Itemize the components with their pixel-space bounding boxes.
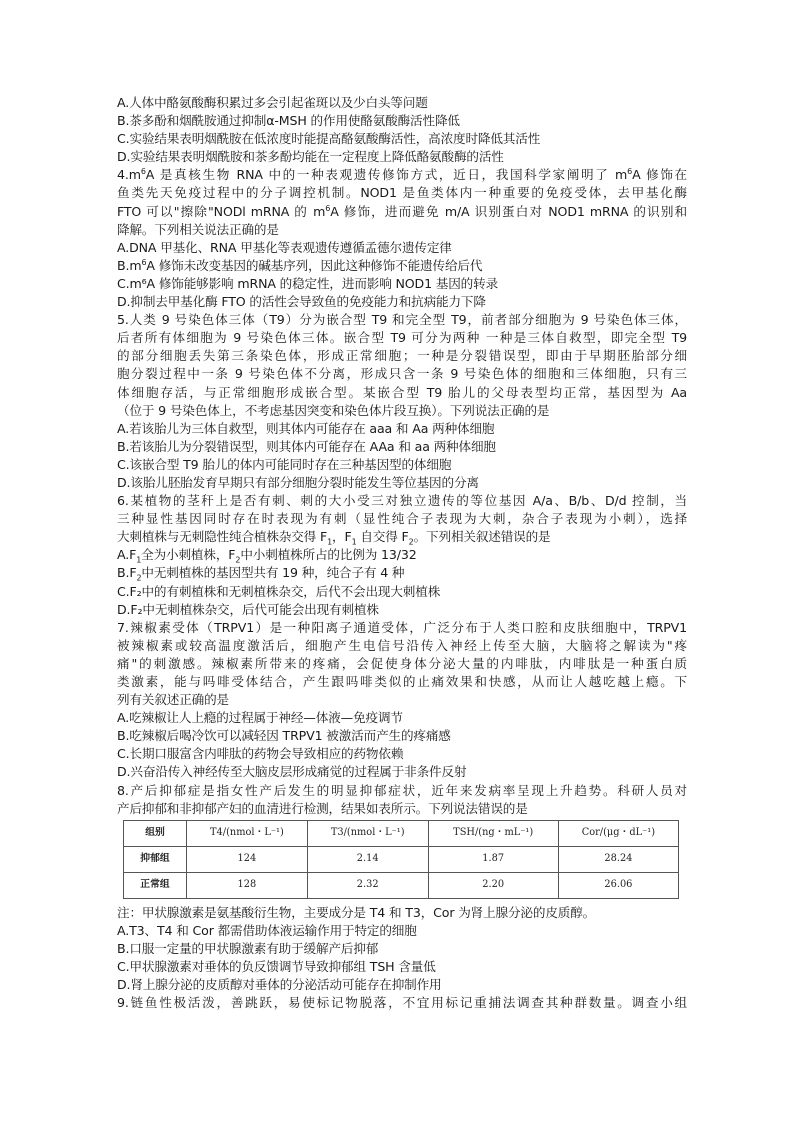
question-5-stem: 5.人类 9 号染色体三体（T9）分为嵌合型 T9 和完全型 T9，前者部分细胞为 9 号染色体三体， [117, 312, 687, 328]
option-line: D.抑制去甲基化酶 FTO 的活性会导致鱼的免疫能力和抗病能力下降 [117, 294, 486, 310]
table-cell: 2.14 [307, 846, 428, 872]
table-cell: 124 [187, 846, 308, 872]
text-line: 三种显性基因同时存在时表现为有刺（显性纯合子表现为大刺，杂合子表现为小刺），选择 [117, 511, 687, 527]
text-line: 降解。下列相关说法正确的是 [117, 221, 279, 237]
option-line: $B.m^6A$ 修饰未改变基因的碱基序列，因此这种修饰不能遗传给后代 [117, 257, 483, 273]
option-line: $A.F_1$全为小刺植株，$F_2$中小刺植株所占的比例为 13/32 [117, 547, 417, 565]
text-line: 胞分裂过程中一条 9 号染色体不分离，形成只含一条 9 号染色体的细胞和三体细胞，只有三 [117, 366, 687, 382]
table-cell: 2.20 [428, 872, 558, 898]
table-header-cell: T4/(nmol・L⁻¹) [187, 820, 308, 846]
question-6-stem: 6.某植物的茎秆上是否有刺、刺的大小受三对独立遗传的等位基因 A/a、B/b、D/d 控制，当 [117, 493, 687, 509]
table-row [124, 846, 679, 872]
option-line: C.长期口服富含内啡肽的药物会导致相应的药物依赖 [117, 746, 404, 762]
table-cell: 128 [187, 872, 308, 898]
question-9-stem: 9.链鱼性极活泼，善跳跃，易使标记物脱落，不宜用标记重捕法调查其种群数量。调查小组 [117, 995, 687, 1011]
text-line: 的部分细胞丢失第三条染色体，形成正常细胞；一种是分裂错误型，即由于早期胚胎部分细 [117, 348, 687, 364]
exam-page [117, 94, 687, 1012]
option-line: $B.F_2$中无刺植株的基因型共有 19 种，纯合子有 4 种 [117, 565, 405, 583]
question-8-stem: 8.产后抑郁症是指女性产后发生的明显抑郁症状，近年来发病率呈现上升趋势。科研人员对 [117, 782, 687, 798]
text-line: 体细胞存活，与正常细胞形成嵌合型。某嵌合型 T9 胎儿的父母表型均正常，基因型为 Aa [117, 384, 687, 400]
option-line: A.DNA 甲基化、RNA 甲基化等表观遗传遵循孟德尔遗传定律 [117, 239, 452, 255]
text-line: 后者所有体细胞为 9 号染色体三体。嵌合型 T9 可分为两种 一种是三体自救型，即完全型 T9 [117, 330, 687, 346]
option-line: B.若该胎儿为分裂错误型，则其体内可能存在 AAa 和 aa 两种体细胞 [117, 438, 496, 454]
table-cell: 2.32 [307, 872, 428, 898]
question-4-stem: $4.m^6A$ 是真核生物 RNA 中的一种表观遗传修饰方式，近日，我国科学家阐明了 $m^6A$ 修饰在 [117, 167, 687, 183]
table-cell: 1.87 [428, 846, 558, 872]
table-cell: 26.06 [558, 872, 678, 898]
text-line: A.人体中酪氨酸酶积累过多会引起雀斑以及少白头等问题 [117, 95, 428, 110]
table-header-cell: T3/(nmol・L⁻¹) [307, 820, 428, 846]
text-line: 被辣椒素或较高温度激活后，细胞产生电信号沿传入神经上传至大脑，大脑将之解读为"疼 [117, 637, 687, 653]
text-line: 产后抑郁和非抑郁产妇的血清进行检测，结果如表所示。下列说法错误的是 [117, 800, 528, 816]
text-line: 痛"的刺激感。辣椒素所带来的疼痛，会促使身体分泌大量的内啡肽，内啡肽是一种蛋白质 [117, 655, 687, 671]
text-line: 类激素，能与吗啡受体结合，产生跟吗啡类似的止痛效果和快感，从而让人越吃越上瘾。下 [117, 674, 687, 689]
option-line: D.该胎儿胚胎发育早期只有部分细胞分裂时能发生等位基因的分离 [117, 474, 479, 490]
table-header-cell: 组别 [124, 820, 187, 846]
option-line: D.F₂中无刺植株杂交，后代可能会出现有刺植株 [117, 601, 379, 617]
table-header-row [124, 820, 679, 846]
option-line: A.吃辣椒让人上瘾的过程属于神经—体液—免疫调节 [117, 710, 403, 726]
option-line: D.肾上腺分泌的皮质醇对垂体的分泌活动可能存在抑制作用 [117, 977, 442, 993]
question-7-stem: 7.辣椒素受体（TRPV1）是一种阳离子通道受体，广泛分布于人类口腔和皮肤细胞中，TRPV1 [117, 619, 687, 635]
text-line: D.实验结果表明烟酰胺和茶多酚均能在一定程度上降低酪氨酸酶的活性 [117, 149, 504, 165]
option-line: C.m⁶A 修饰能够影响 mRNA 的稳定性，进而影响 NOD1 基因的转录 [117, 275, 499, 291]
option-line: C.甲状腺激素对垂体的负反馈调节导致抑郁组 TSH 含量低 [117, 959, 436, 975]
text-line: 鱼类先天免疫过程中的分子调控机制。NOD1 是鱼类体内一种重要的免疫受体，去甲基化酶 [117, 185, 687, 201]
table-note: 注：甲状腺激素是氨基酸衍生物，主要成分是 T4 和 T3，Cor 为肾上腺分泌的皮质醇。 [117, 904, 596, 920]
option-line: B.吃辣椒后喝冷饮可以减轻因 TRPV1 被激活而产生的疼痛感 [117, 728, 451, 744]
text-line: B.茶多酚和烟酰胺通过抑制α-MSH 的作用使酪氨酸酶活性降低 [117, 113, 460, 129]
serum-hormone-table [123, 820, 679, 899]
table-cell: 抑郁组 [124, 846, 187, 872]
option-line: D.兴奋沿传入神经传至大脑皮层形成痛觉的过程属于非条件反射 [117, 764, 467, 780]
option-line: A.若该胎儿为三体自救型，则其体内可能存在 aaa 和 Aa 两种体细胞 [117, 420, 495, 436]
table-header-cell: Cor/(μg・dL⁻¹) [558, 820, 678, 846]
table-row [124, 872, 679, 898]
text-line: （位于 9 号染色体上，不考虑基因突变和染色体片段互换）。下列说法正确的是 [117, 402, 550, 418]
text-line: 列有关叙述正确的是 [117, 692, 229, 708]
table-cell: 正常组 [124, 872, 187, 898]
option-line: C.F₂中的有刺植株和无刺植株杂交，后代不会出现大刺植株 [117, 583, 441, 599]
text-line: FTO 可以"擦除"NODl mRNA 的 $m^6A$ 修饰，进而避免 m/A 识别蛋白对 NOD1 mRNA 的识别和 [117, 203, 687, 219]
option-line: A.T3、T4 和 Cor 都需借助体液运输作用于特定的细胞 [117, 922, 417, 938]
text-line: 大刺植株与无刺隐性纯合植株杂交得 $F_1$，$F_1$ 自交得 $F_2$。下列相关叙述错误的是 [117, 529, 551, 547]
option-line: C.该嵌合型 T9 胎儿的体内可能同时存在三种基因型的体细胞 [117, 456, 452, 472]
table-header-cell: TSH/(ng・mL⁻¹) [428, 820, 558, 846]
text-line: C.实验结果表明烟酰胺在低浓度时能提高酪氨酸酶活性，高浓度时降低其活性 [117, 131, 541, 147]
table-cell: 28.24 [558, 846, 678, 872]
option-line: B.口服一定量的甲状腺激素有助于缓解产后抑郁 [117, 940, 379, 956]
